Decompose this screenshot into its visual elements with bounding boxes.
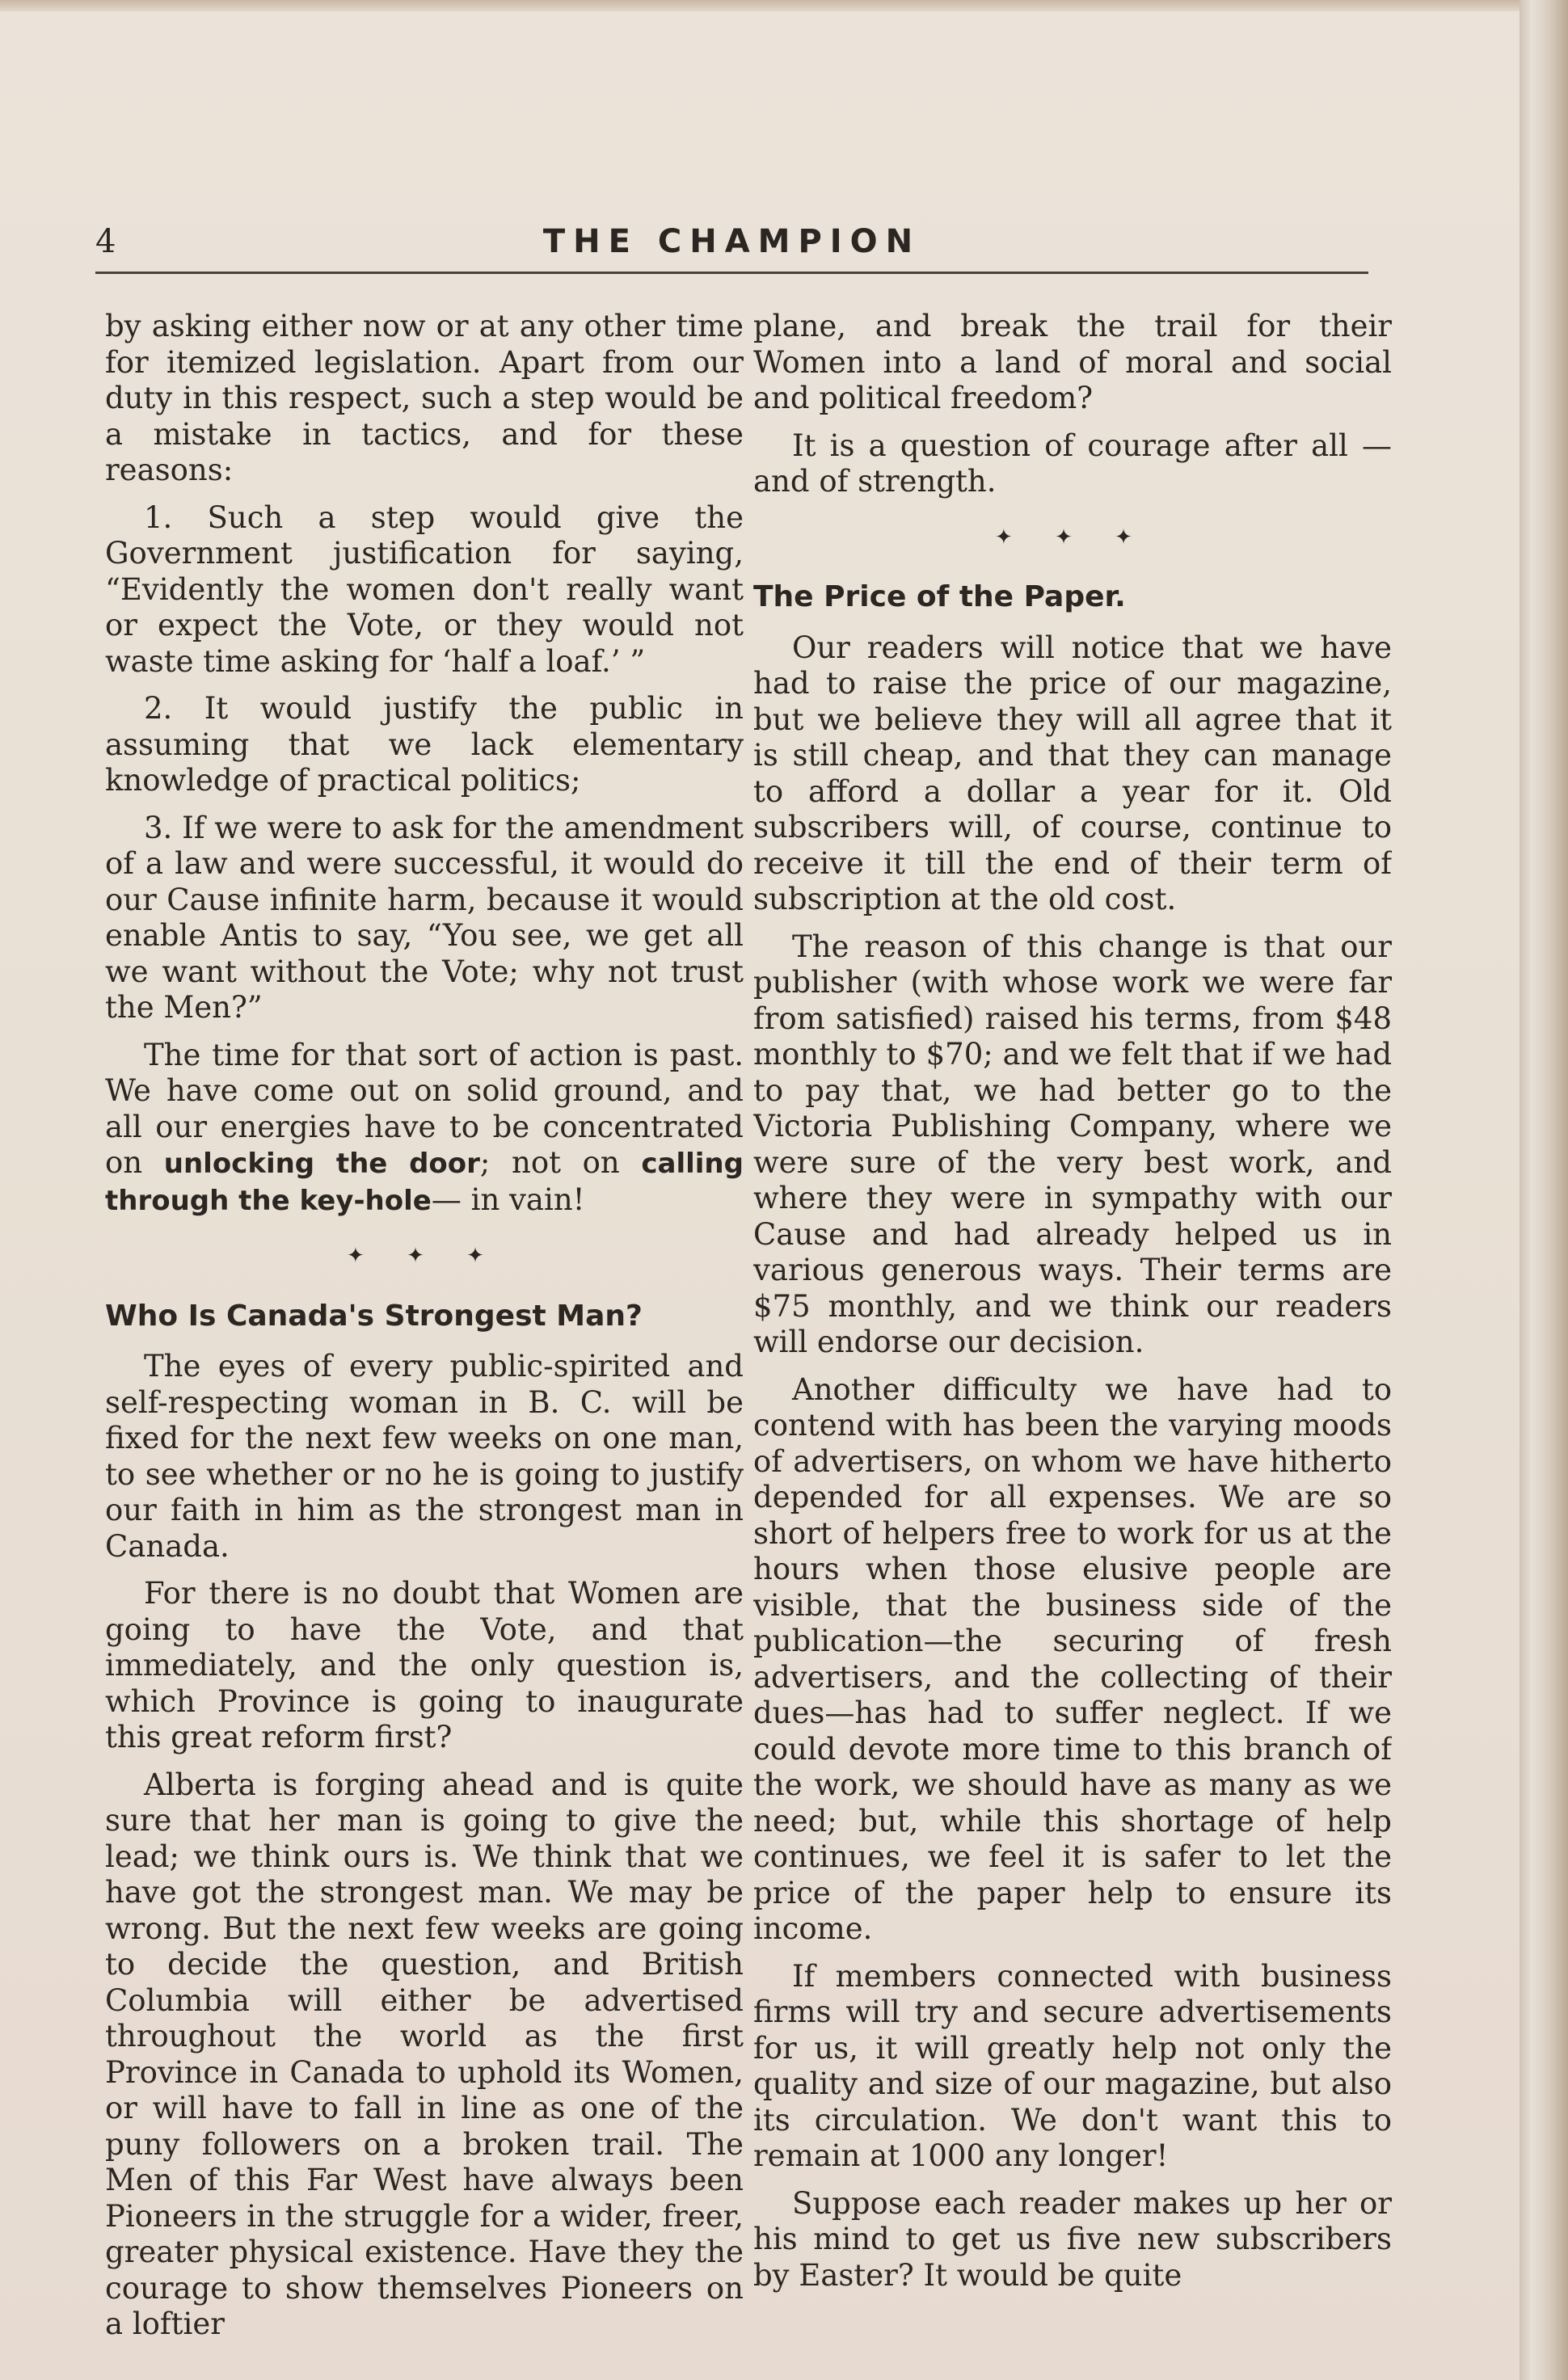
section-divider: ✦ ✦ ✦ bbox=[347, 1244, 502, 1268]
header-rule bbox=[95, 272, 1368, 274]
left-column bbox=[105, 309, 744, 2345]
section-heading: The Price of the Paper. bbox=[753, 580, 1126, 613]
paragraph: plane, and break the trail for their Women into a land of moral and social and political freedom? bbox=[753, 309, 1392, 415]
page-header bbox=[95, 220, 1368, 275]
bold-text: calling through the key-hole bbox=[105, 1148, 744, 1217]
paragraph: It is a question of courage after all —and of strength. bbox=[753, 428, 1392, 499]
paragraph: For there is no doubt that Women are going to have the Vote, and that immediately, and the only question is, which Province is going to inaugurate this great reform first? bbox=[105, 1576, 744, 1754]
text-run: ; not on bbox=[479, 1145, 642, 1180]
paragraph: by asking either now or at any other time for itemized legislation. Apart from our duty in this respect, such a step would be a mistake in tactics, and for these reasons: bbox=[105, 309, 744, 487]
paragraph: Our readers will notice that we have had to raise the price of our magazine, but we believe they will all agree that it is still cheap, and that they can manage to afford a dollar a year for it. Old subscribers will, of course, continue to receive it till the end of their term of subscription at the old cost. bbox=[753, 630, 1392, 916]
paragraph: Another difficulty we have had to contend with has been the varying moods of advertisers, on whom we have hitherto depended for all expenses. We are so short of helpers free to work for us at the hours when those elusive people are visible, that the business side of the publication—the securing of fresh advertisers, and the collecting of their dues—has had to suffer neglect. If we could devote more time to this branch of the work, we should have as many as we need; but, while this shortage of help continues, we feel it is safer to let the price of the paper help to ensure its income. bbox=[753, 1371, 1392, 1946]
bold-text: unlocking the door bbox=[163, 1148, 480, 1180]
paragraph bbox=[105, 1038, 744, 1219]
paragraph: 2. It would justify the public in assuming that we lack elementary knowledge of practical politics; bbox=[105, 691, 744, 798]
text-run: — in vain! bbox=[431, 1182, 585, 1217]
right-column bbox=[753, 309, 1392, 2345]
paragraph: If members connected with business firms will try and secure advertisements for us, it will greatly help not only the quality and size of our magazine, but also its circulation. We don't want this to remain at 1000 any longer! bbox=[753, 1958, 1392, 2173]
paragraph: 3. If we were to ask for the amendment of a law and were successful, it would do our Cause infinite harm, because it would enable Antis to say, “You see, we get all we want without the Vote; why not trust the Men?” bbox=[105, 810, 744, 1025]
page-number: 4 bbox=[95, 223, 116, 260]
page-top-edge bbox=[0, 0, 1528, 11]
paragraph: 1. Such a step would give the Government justification for saying, “Evidently the women don't really want or expect the Vote, or they would not waste time asking for ‘half a loaf.’ ” bbox=[105, 499, 744, 679]
paragraph: Alberta is forging ahead and is quite sure that her man is going to give the lead; we think ours is. We think that we have got the strongest man. We may be wrong. But the next few weeks are going to decide the question, and British Columbia will either be advertised throughout the world as the first Province in Canada to uphold its Women, or will have to fall in line as one of the puny followers on a broken trail. The Men of this Far West have always been Pioneers in the struggle for a wider, freer, greater physical existence. Have they the courage to show themselves Pioneers on a loftier bbox=[105, 1767, 744, 2341]
paragraph: Suppose each reader makes up her or his mind to get us five new subscribers by Easter? It would be quite bbox=[753, 2185, 1392, 2293]
paragraph: The reason of this change is that our publisher (with whose work we were far from satisfied) raised his terms, from $48 monthly to $70; and we felt that if we had to pay that, we had better go to the Victoria Publishing Company, where we were sure of the very best work, and where they were in sympathy with our Cause and had already helped us in various generous ways. Their terms are $75 monthly, and we think our readers will endorse our decision. bbox=[753, 929, 1392, 1359]
text-run: The time for that sort of action is past. We have come out on solid ground, and all our energies have to be concentrated on bbox=[105, 1037, 744, 1180]
binding-spine bbox=[1520, 0, 1568, 2380]
paragraph: The eyes of every public-spirited and self-respecting woman in B. C. will be fixed for the next few weeks on one man, to see whether or no he is going to justify our faith in him as the strongest man in Canada. bbox=[105, 1349, 744, 1564]
masthead-title: THE CHAMPION bbox=[542, 223, 921, 260]
section-divider: ✦ ✦ ✦ bbox=[995, 524, 1150, 550]
section-heading: Who Is Canada's Strongest Man? bbox=[105, 1299, 643, 1333]
